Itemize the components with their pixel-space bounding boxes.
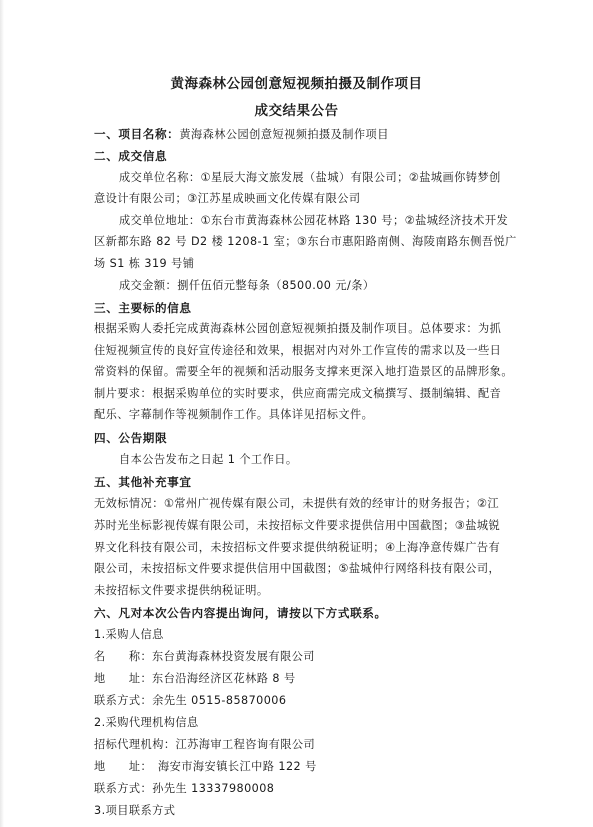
winner-names-line-1: 成交单位名称：①星辰大海文旅发展（盐城）有限公司；②盐城画你铸梦创 bbox=[119, 171, 501, 184]
section-3-heading: 三、主要标的信息 bbox=[94, 301, 192, 315]
purchaser-contact-label: 联系方式： bbox=[94, 694, 153, 707]
agency-address-row bbox=[94, 760, 317, 774]
purchaser-contact: 余先生 0515-85870006 bbox=[152, 694, 287, 707]
page-edge bbox=[0, 0, 4, 827]
section-4-heading: 四、公告期限 bbox=[94, 431, 168, 445]
subject-line-3: 常资料的保留。需要全年的视频和活动服务支撑来更深入地打造景区的品牌形象。 bbox=[94, 365, 513, 378]
agency-address: 海安市海安镇长江中路 122 号 bbox=[158, 760, 317, 773]
section-6-heading: 六、凡对本次公告内容提出询问，请按以下方式联系。 bbox=[94, 606, 387, 620]
purchaser-address-row bbox=[94, 672, 296, 686]
subject-line-1: 根据采购人委托完成黄海森林公园创意短视频拍摄及制作项目。总体要求：为抓 bbox=[94, 322, 502, 335]
agency-name-label: 招标代理机构： bbox=[94, 738, 176, 751]
project-name: 黄海森林公园创意短视频拍摄及制作项目 bbox=[179, 128, 389, 141]
purchaser-address-label: 地 址： bbox=[94, 672, 153, 685]
winner-names-line-2: 意设计有限公司；③江苏星成映画文化传媒有限公司 bbox=[94, 192, 361, 205]
agency-contact-row bbox=[94, 782, 274, 796]
winning-amount: 成交金额：捌仟伍佰元整每条（8500.00 元/条） bbox=[119, 279, 375, 292]
winner-address-line-3: 场 S1 栋 319 号铺 bbox=[94, 257, 195, 270]
agency-name: 江苏海审工程咨询有限公司 bbox=[175, 738, 316, 751]
section-1 bbox=[94, 127, 389, 142]
notice-period: 自本公告发布之日起 1 个工作日。 bbox=[119, 453, 298, 466]
agency-contact-label: 联系方式： bbox=[94, 782, 153, 795]
agency-address-label: 地 址： bbox=[94, 760, 153, 773]
section-5-heading: 五、其他补充事宜 bbox=[94, 475, 192, 489]
project-contact-title: 3.项目联系方式 bbox=[94, 804, 176, 817]
section-1-heading: 一、项目名称： bbox=[94, 127, 180, 141]
purchaser-info-title: 1.采购人信息 bbox=[94, 628, 164, 641]
subject-line-2: 住短视频宣传的良好宣传途径和效果，根据对内对外工作宣传的需求以及一些日 bbox=[94, 344, 502, 357]
agency-info-title: 2.采购代理机构信息 bbox=[94, 716, 199, 729]
document-subtitle: 成交结果公告 bbox=[254, 103, 339, 119]
invalid-bid-line-2: 苏时光坐标影视传媒有限公司，未按招标文件要求提供信用中国截图；③盐城锐 bbox=[94, 519, 501, 532]
invalid-bid-line-1: 无效标情况：①常州广视传媒有限公司，未提供有效的经审计的财务报告；②江 bbox=[94, 497, 499, 510]
purchaser-name-label: 名 称： bbox=[94, 650, 153, 663]
purchaser-address: 东台沿海经济区花林路 8 号 bbox=[152, 672, 296, 685]
invalid-bid-line-4: 限公司，未按招标文件要求提供信用中国截图；⑤盐城仲行网络科技有限公司， bbox=[94, 562, 501, 575]
document-title: 黄海森林公园创意短视频拍摄及制作项目 bbox=[170, 76, 423, 92]
invalid-bid-line-3: 界文化科技有限公司，未按招标文件要求提供纳税证明；④上海净意传媒广告有 bbox=[94, 541, 501, 554]
purchaser-name-row bbox=[94, 650, 315, 664]
subject-line-5: 配乐、字幕制作等视频制作工作。具体详见招标文件。 bbox=[94, 408, 374, 421]
purchaser-name: 东台黄海森林投资发展有限公司 bbox=[152, 650, 315, 663]
agency-name-row bbox=[94, 738, 315, 752]
section-2-heading: 二、成交信息 bbox=[94, 149, 168, 163]
agency-contact: 孙先生 13337980008 bbox=[152, 782, 275, 795]
subject-line-4: 制片要求：根据采购单位的实时要求，供应商需完成文稿撰写、摄制编辑、配音 bbox=[94, 387, 502, 400]
winner-address-line-1: 成交单位地址：①东台市黄海森林公园花林路 130 号；②盐城经济技术开发 bbox=[119, 214, 509, 227]
winner-address-line-2: 区新都东路 82 号 D2 楼 1208-1 室；③东台市惠阳路南侧、海陵南路东侧吾悦广 bbox=[94, 235, 517, 248]
purchaser-contact-row bbox=[94, 694, 286, 708]
invalid-bid-line-5: 未按招标文件要求提供纳税证明。 bbox=[94, 584, 269, 597]
